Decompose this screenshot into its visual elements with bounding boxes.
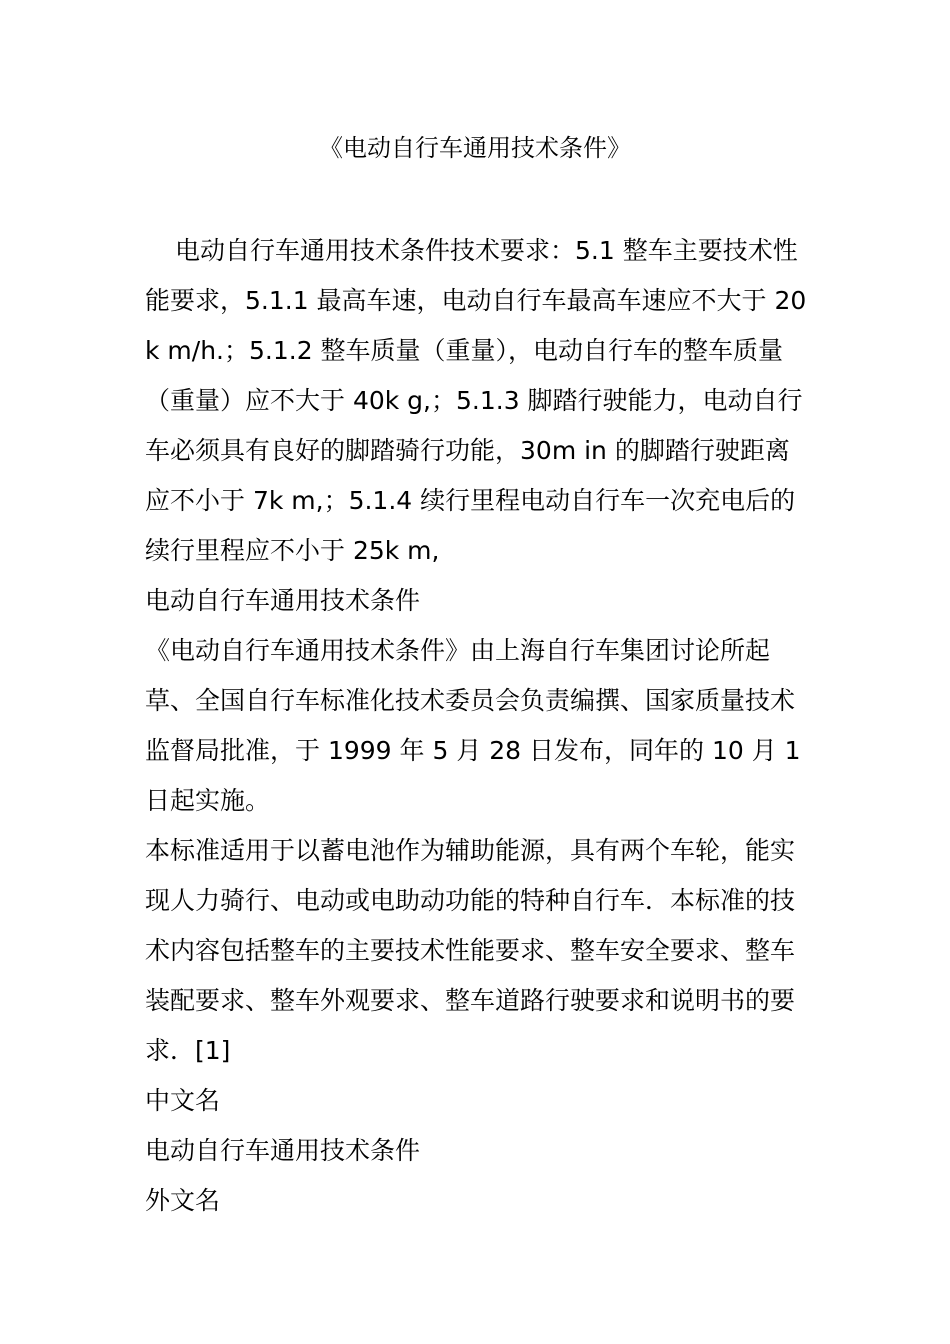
document-body xyxy=(145,226,810,1226)
field-label-foreign-name: 外文名 xyxy=(145,1186,221,1215)
field-value-chinese-name: 电动自行车通用技术条件 xyxy=(145,1136,421,1165)
paragraph-scope: 本标准适用于以蓄电池作为辅助能源，具有两个车轮，能实现人力骑行、电动或电助动功能的特种自行车．本标准的技术内容包括整车的主要技术性能要求、整车安全要求、整车装配要求、整车外观要求、整车道路行驶要求和说明书的要求．[1] xyxy=(145,836,796,1065)
paragraph-technical-requirements: 电动自行车通用技术条件技术要求：5.1 整车主要技术性能要求，5.1.1 最高车速，电动自行车最高车速应不大于 20k m/h.；5.1.2 整车质量（重量），电动自行车的整车质量（重量）应不大于 40k g,；5.1.3 脚踏行驶能力，电动自行车必须具有良好的脚踏骑行功能，30m in 的脚踏行驶距离应不小于 7k m,；5.1.4 续行里程电动自行车一次充电后的续行里程应不小于 25k m, xyxy=(145,236,807,565)
paragraph-heading-standard-name: 电动自行车通用技术条件 xyxy=(145,586,421,615)
document-title: 《电动自行车通用技术条件》 xyxy=(319,134,631,162)
paragraph-drafting-history: 《电动自行车通用技术条件》由上海自行车集团讨论所起草、全国自行车标准化技术委员会负责编撰、国家质量技术监督局批准，于 1999 年 5 月 28 日发布，同年的 10 月 1 日起实施。 xyxy=(145,636,801,815)
field-label-chinese-name: 中文名 xyxy=(145,1086,221,1115)
